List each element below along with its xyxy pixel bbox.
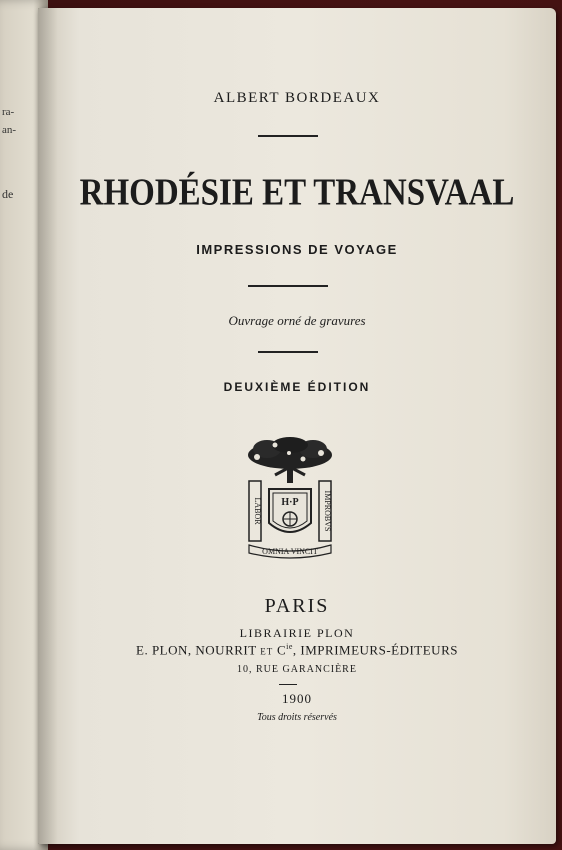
publication-year: 1900: [282, 691, 312, 706]
left-page-fragment: ra-: [2, 106, 15, 118]
publication-city: PARIS: [264, 595, 330, 617]
imprint-co-sup: ie: [286, 642, 293, 651]
emblem-monogram: H·P: [281, 497, 299, 508]
emblem-right-banner: IMPROBVS: [323, 490, 332, 532]
imprint-et: ET: [260, 646, 274, 657]
book-title: RHODÉSIE ET TRANSVAAL: [79, 172, 515, 214]
divider-rule: [279, 684, 297, 685]
edition-label: DEUXIÈME ÉDITION: [223, 380, 371, 394]
imprint-line: [38, 642, 556, 658]
book-subtitle: IMPRESSIONS DE VOYAGE: [196, 242, 398, 257]
illustration-note: Ouvrage orné de gravures: [228, 313, 366, 328]
rights-notice: Tous droits réservés: [257, 712, 337, 723]
publisher-emblem: [245, 437, 335, 561]
publisher-address: 10, RUE GARANCIÈRE: [237, 664, 357, 675]
emblem-bottom-banner: OMNIA VINCIT: [262, 547, 318, 556]
divider-rule: [248, 285, 328, 287]
imprint-co: C: [276, 642, 287, 658]
shield-icon: [269, 489, 311, 532]
divider-rule: [258, 135, 318, 137]
left-page-fragment: de: [2, 187, 14, 201]
tree-icon: [248, 437, 332, 483]
left-page-fragment: an-: [2, 124, 17, 136]
publisher-name: LIBRAIRIE PLON: [239, 626, 355, 640]
emblem-left-banner: LABOR: [253, 497, 262, 525]
divider-rule: [258, 351, 318, 353]
imprint-tail: , IMPRIMEURS-ÉDITEURS: [292, 642, 458, 658]
author-name: ALBERT BORDEAUX: [213, 90, 381, 106]
imprint-name: E. PLON, NOURRIT: [136, 642, 257, 658]
